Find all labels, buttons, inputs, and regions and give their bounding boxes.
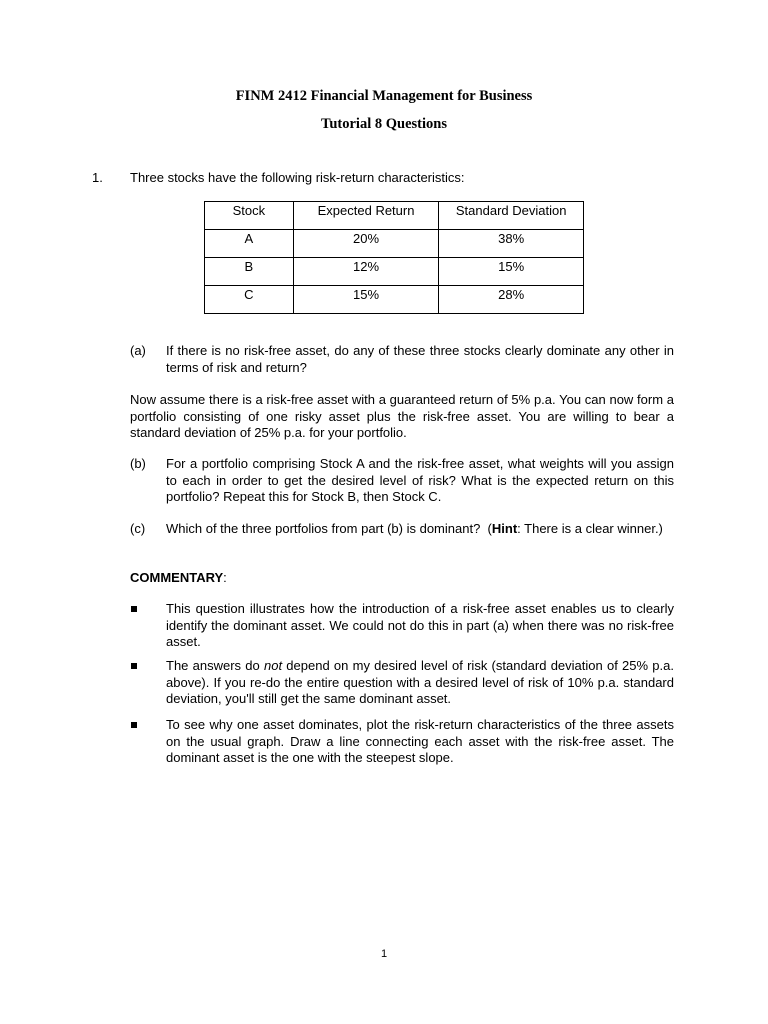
assumption-paragraph: Now assume there is a risk-free asset with a guaranteed return of 5% p.a. You can now form a portfolio consisting of one risky asset plus the risk-free asset. You are willing to bear a standard deviation of 25% p.a. for your portfolio. <box>130 392 674 440</box>
commentary-bullet-1: This question illustrates how the introduction of a risk-free asset enables us to clearly identify the dominant asset. We could not do this in part (a) when there was no risk-free asset. <box>166 601 674 649</box>
hint-open: ( <box>487 521 492 536</box>
commentary-heading-colon: : <box>223 570 227 585</box>
commentary-heading <box>130 570 227 585</box>
part-a-label: (a) <box>130 343 146 358</box>
document-title: FINM 2412 Financial Management for Business <box>235 88 533 104</box>
hint-label: Hint <box>491 521 518 536</box>
table-cell: 38% <box>439 230 584 258</box>
table-cell: C <box>205 286 294 314</box>
table-row <box>205 286 584 314</box>
table-cell: 28% <box>439 286 584 314</box>
part-b-text: For a portfolio comprising Stock A and the risk-free asset, what weights will you assign to each in order to get the desired level of risk? What is the expected return on this portfolio? Repeat this for Stock B, then Stock C. <box>166 456 674 504</box>
bullet-2-after: depend on my desired level of risk (standard deviation of 25% p.a. above). If you re-do the entire question with a desired level of risk of 10% p.a. standard deviation, you'll still get the same dominant asset. <box>166 658 674 706</box>
bullet-icon <box>131 663 137 669</box>
commentary-bullet-2 <box>166 658 674 708</box>
page-number: 1 <box>380 948 388 960</box>
table-header-cell: Expected Return <box>293 202 439 230</box>
table-cell: 12% <box>293 258 439 286</box>
bullet-icon <box>131 606 137 612</box>
bullet-icon <box>131 722 137 728</box>
question-intro: Three stocks have the following risk-return characteristics: <box>130 170 465 185</box>
table-cell: B <box>205 258 294 286</box>
bullet-2-before: The answers do <box>166 658 264 673</box>
table-header-cell: Standard Deviation <box>439 202 584 230</box>
part-c-label: (c) <box>130 521 146 536</box>
table-header-row <box>205 202 584 230</box>
commentary-bullet-3: To see why one asset dominates, plot the risk-return characteristics of the three assets on the usual graph. Draw a line connecting each asset with the risk-free asset. The dominant asset is the one with the steepest slope. <box>166 717 674 765</box>
table-cell: 15% <box>439 258 584 286</box>
table-row <box>205 258 584 286</box>
part-c-text <box>166 521 674 538</box>
commentary-heading-label: COMMENTARY <box>130 570 224 585</box>
part-a-text: If there is no risk-free asset, do any of these three stocks clearly dominate any other in terms of risk and return? <box>166 343 674 375</box>
bullet-2-emphasis: not <box>263 658 283 673</box>
table-cell: 15% <box>293 286 439 314</box>
table-cell: 20% <box>293 230 439 258</box>
table-row <box>205 230 584 258</box>
part-c-question: Which of the three portfolios from part (b) is dominant? <box>166 521 481 536</box>
document-subtitle: Tutorial 8 Questions <box>321 116 447 132</box>
hint-text: : There is a clear winner.) <box>517 521 663 536</box>
part-b-label: (b) <box>130 456 146 471</box>
risk-return-table <box>204 201 584 314</box>
question-number: 1. <box>92 170 103 185</box>
table-header-cell: Stock <box>205 202 294 230</box>
table-cell: A <box>205 230 294 258</box>
